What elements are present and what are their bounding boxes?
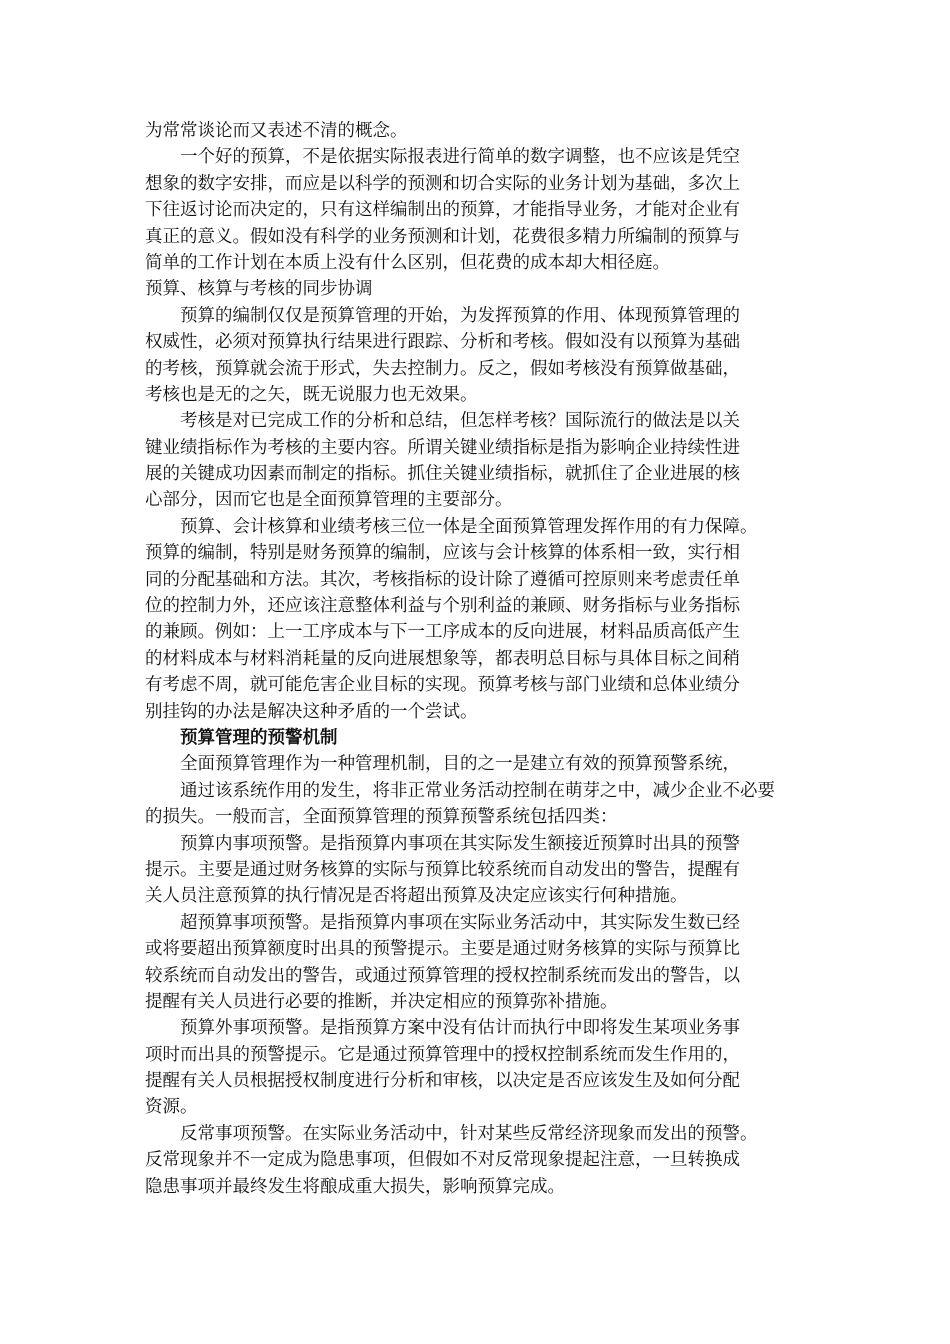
text-line: 的损失。一般而言，全面预算管理的预算预警系统包括四类： [145, 807, 618, 828]
text-line: 较系统而自动发出的警告，或通过预算管理的授权控制系统而发出的警告，以 [145, 965, 740, 986]
text-line: 或将要超出预算额度时出具的预警提示。主要是通过财务核算的实际与预算比 [145, 939, 740, 960]
text-line: 反常事项预警。在实际业务活动中，针对某些反常经济现象而发出的预警。 [180, 1123, 758, 1144]
text-line: 预算外事项预警。是指预算方案中没有估计而执行中即将发生某项业务事 [180, 1018, 740, 1039]
text-line: 的兼顾。例如：上一工序成本与下一工序成本的反向进展，材料品质高低产生 [145, 622, 740, 643]
text-line: 同的分配基础和方法。其次，考核指标的设计除了遵循可控原则来考虑责任单 [145, 569, 740, 590]
text-line: 简单的工作计划在本质上没有什么区别，但花费的成本却大相径庭。 [145, 252, 670, 273]
text-line: 隐患事项并最终发生将酿成重大损失，影响预算完成。 [145, 1176, 565, 1197]
document-body [145, 118, 820, 1200]
text-line: 预算的编制，特别是财务预算的编制，应该与会计核算的体系相一致，实行相 [145, 543, 740, 564]
text-line: 全面预算管理作为一种管理机制，目的之一是建立有效的预算预警系统， [180, 754, 740, 775]
text-line: 的考核，预算就会流于形式，失去控制力。反之，假如考核没有预算做基础， [145, 358, 740, 379]
text-line: 下往返讨论而决定的，只有这样编制出的预算，才能指导业务，才能对企业有 [145, 200, 740, 221]
text-line: 想象的数字安排，而应是以科学的预测和切合实际的业务计划为基础，多次上 [145, 173, 740, 194]
text-line: 位的控制力外，还应该注意整体利益与个别利益的兼顾、财务指标与业务指标 [145, 596, 740, 617]
text-line: 考核也是无的之矢，既无说服力也无效果。 [145, 384, 478, 405]
text-line: 的材料成本与材料消耗量的反向进展想象等，都表明总目标与具体目标之间稍 [145, 648, 740, 669]
text-line: 项时而出具的预警提示。它是通过预算管理中的授权控制系统而发生作用的， [145, 1044, 740, 1065]
text-line: 反常现象并不一定成为隐患事项，但假如不对反常现象提起注意，一旦转换成 [145, 1150, 740, 1171]
text-line: 提醒有关人员根据授权制度进行分析和审核，以决定是否应该发生及如何分配 [145, 1071, 740, 1092]
text-line: 通过该系统作用的发生，将非正常业务活动控制在萌芽之中，减少企业不必要 [180, 780, 775, 801]
text-line: 预算的编制仅仅是预算管理的开始，为发挥预算的作用、体现预算管理的 [180, 305, 740, 326]
text-line: 提醒有关人员进行必要的推断，并决定相应的预算弥补措施。 [145, 991, 618, 1012]
text-line: 超预算事项预警。是指预算内事项在实际业务活动中，其实际发生数已经 [180, 912, 740, 933]
text-line: 真正的意义。假如没有科学的业务预测和计划，花费很多精力所编制的预算与 [145, 226, 740, 247]
text-line: 键业绩指标作为考核的主要内容。所谓关键业绩指标是指为影响企业持续性进 [145, 437, 740, 458]
text-line: 资源。 [145, 1097, 198, 1118]
text-line: 考核是对已完成工作的分析和总结，但怎样考核？国际流行的做法是以关 [180, 411, 740, 432]
text-line: 别挂钩的办法是解决这种矛盾的一个尝试。 [145, 701, 478, 722]
section-heading: 预算管理的预警机制 [180, 727, 338, 748]
text-line: 关人员注意预算的执行情况是否将超出预算及决定应该实行何种措施。 [145, 886, 688, 907]
text-line: 预算、会计核算和业绩考核三位一体是全面预算管理发挥作用的有力保障。 [180, 516, 758, 537]
text-line: 权威性，必须对预算执行结果进行跟踪、分析和考核。假如没有以预算为基础 [145, 332, 740, 353]
text-line: 预算、核算与考核的同步协调 [145, 279, 373, 300]
text-line: 展的关键成功因素而制定的指标。抓住关键业绩指标，就抓住了企业进展的核 [145, 464, 740, 485]
text-line: 一个好的预算，不是依据实际报表进行简单的数字调整，也不应该是凭空 [180, 147, 740, 168]
text-line: 为常常谈论而又表述不清的概念。 [145, 121, 408, 141]
text-line: 心部分，因而它也是全面预算管理的主要部分。 [145, 490, 513, 511]
text-line: 有考虑不周，就可能危害企业目标的实现。预算考核与部门业绩和总体业绩分 [145, 675, 740, 696]
text-line: 提示。主要是通过财务核算的实际与预算比较系统而自动发出的警告，提醒有 [145, 859, 740, 880]
text-line: 预算内事项预警。是指预算内事项在其实际发生额接近预算时出具的预警 [180, 833, 740, 854]
